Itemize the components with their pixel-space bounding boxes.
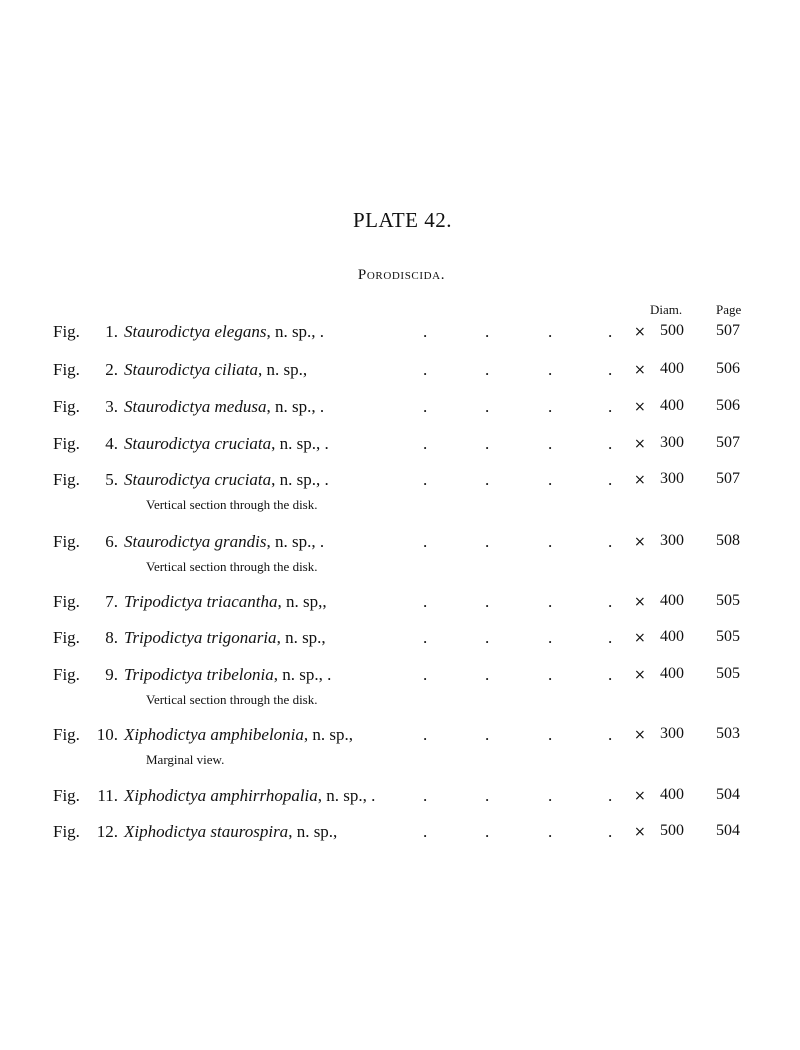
leader-dot: . [608, 665, 613, 684]
leader-dot: . [608, 532, 613, 551]
leader-dot: . [608, 397, 613, 416]
species: trigonaria [206, 628, 277, 647]
species: ciliata [214, 360, 258, 379]
species-suffix: , n. sp., [257, 360, 308, 379]
figure-row [0, 532, 800, 572]
genus: Xiphodictya [124, 725, 207, 744]
times-sign: × [634, 436, 646, 452]
leader-dot: . [423, 434, 428, 453]
genus: Tripodictya [124, 592, 203, 611]
leader-dot: . [548, 665, 553, 684]
leader-dot: . [423, 822, 428, 841]
species-suffix: , n. sp., . [266, 322, 325, 341]
species-name [124, 532, 324, 552]
genus: Tripodictya [124, 628, 203, 647]
species: elegans [214, 322, 267, 341]
fig-label: Fig. [53, 592, 80, 611]
fig-number: 5. [105, 470, 118, 489]
species-name [124, 470, 329, 490]
diameter-value: 400 [660, 665, 684, 682]
species-suffix: , n. sp., . [273, 665, 332, 684]
fig-number: 10. [96, 725, 118, 744]
species-name [124, 786, 375, 806]
species-name [124, 592, 327, 612]
leader-dot: . [548, 592, 553, 611]
fig-label: Fig. [53, 470, 80, 489]
leader-dot: . [608, 470, 613, 489]
leader-dot: . [548, 360, 553, 379]
diameter-value: 300 [660, 470, 684, 487]
column-header-diam: Diam. [650, 302, 683, 317]
times-sign: × [634, 824, 646, 840]
species: grandis [214, 532, 267, 551]
leader-dot: . [548, 628, 553, 647]
figure-row [0, 725, 800, 765]
times-sign: × [634, 324, 646, 340]
fig-label: Fig. [53, 360, 80, 379]
genus: Staurodictya [124, 397, 211, 416]
species-suffix: , n. sp., . [271, 470, 329, 489]
leader-dot: . [423, 628, 428, 647]
species: amphirrhopalia [210, 786, 318, 805]
leader-dot: . [608, 592, 613, 611]
times-sign: × [634, 534, 646, 550]
fig-number: 6. [105, 532, 118, 551]
leader-dot: . [485, 434, 490, 453]
genus: Tripodictya [124, 665, 203, 684]
fig-label: Fig. [53, 786, 80, 805]
leader-dot: . [423, 397, 428, 416]
plate-title: PLATE 42. [353, 208, 452, 232]
fig-label: Fig. [53, 434, 80, 453]
genus: Xiphodictya [124, 822, 207, 841]
diameter-value: 300 [660, 532, 684, 549]
fig-number: 4. [105, 434, 118, 453]
leader-dot: . [548, 786, 553, 805]
species-suffix: , n. sp., [303, 725, 354, 744]
leader-dot: . [423, 725, 428, 744]
leader-dot: . [485, 725, 490, 744]
figure-note: Vertical section through the disk. [146, 497, 318, 512]
genus: Staurodictya [124, 470, 211, 489]
species-name [124, 665, 331, 685]
times-sign: × [634, 594, 646, 610]
page-value: 505 [716, 592, 740, 609]
leader-dot: . [485, 822, 490, 841]
fig-number: 3. [105, 397, 118, 416]
page-value: 507 [716, 322, 740, 339]
diameter-value: 400 [660, 786, 684, 803]
fig-label: Fig. [53, 628, 80, 647]
diameter-value: 400 [660, 397, 684, 414]
leader-dot: . [423, 322, 428, 341]
species-suffix: , n. sp., . [271, 434, 329, 453]
diameter-value: 400 [660, 360, 684, 377]
leader-dot: . [423, 665, 428, 684]
species: medusa [214, 397, 267, 416]
leader-dot: . [548, 470, 553, 489]
fig-number: 12. [96, 822, 118, 841]
species-name [124, 434, 329, 454]
leader-dot: . [548, 532, 553, 551]
genus: Staurodictya [124, 322, 211, 341]
fig-number: 1. [105, 322, 118, 341]
species-suffix: , n. sp., . [266, 532, 325, 551]
diameter-value: 300 [660, 725, 684, 742]
figure-note: Vertical section through the disk. [146, 692, 318, 707]
leader-dot: . [608, 628, 613, 647]
page-value: 505 [716, 665, 740, 682]
species: staurospira [210, 822, 289, 841]
page-value: 504 [716, 786, 740, 803]
figure-row [0, 822, 800, 862]
figure-row [0, 470, 800, 510]
figure-row [0, 665, 800, 705]
leader-dot: . [485, 592, 490, 611]
species: amphibelonia [210, 725, 304, 744]
diameter-value: 300 [660, 434, 684, 451]
leader-dot: . [485, 397, 490, 416]
diameter-value: 500 [660, 322, 684, 339]
leader-dot: . [485, 322, 490, 341]
leader-dot: . [423, 786, 428, 805]
leader-dot: . [608, 360, 613, 379]
page-value: 506 [716, 397, 740, 414]
fig-label: Fig. [53, 822, 80, 841]
fig-number: 2. [105, 360, 118, 379]
fig-number: 7. [105, 592, 118, 611]
figure-row [0, 628, 800, 668]
leader-dot: . [485, 360, 490, 379]
species-name [124, 397, 324, 417]
leader-dot: . [423, 360, 428, 379]
leader-dot: . [423, 592, 428, 611]
species-name [124, 322, 324, 342]
leader-dot: . [548, 322, 553, 341]
figure-note: Vertical section through the disk. [146, 559, 318, 574]
leader-dot: . [423, 470, 428, 489]
figure-row [0, 360, 800, 400]
leader-dot: . [485, 628, 490, 647]
genus: Staurodictya [124, 532, 211, 551]
fig-number: 9. [105, 665, 118, 684]
leader-dot: . [608, 725, 613, 744]
fig-label: Fig. [53, 532, 80, 551]
figure-row [0, 397, 800, 437]
leader-dot: . [608, 434, 613, 453]
fig-label: Fig. [53, 322, 80, 341]
times-sign: × [634, 727, 646, 743]
genus: Staurodictya [124, 360, 211, 379]
leader-dot: . [485, 470, 490, 489]
species-name [124, 822, 337, 842]
times-sign: × [634, 399, 646, 415]
family-subtitle: Porodiscida. [357, 267, 446, 283]
column-header-page: Page [716, 302, 742, 317]
fig-number: 8. [105, 628, 118, 647]
genus: Xiphodictya [124, 786, 207, 805]
leader-dot: . [423, 532, 428, 551]
leader-dot: . [608, 822, 613, 841]
species: cruciata [214, 470, 272, 489]
species-suffix: , n. sp., [276, 628, 326, 647]
diameter-value: 400 [660, 628, 684, 645]
diameter-value: 400 [660, 592, 684, 609]
leader-dot: . [485, 665, 490, 684]
leader-dot: . [485, 786, 490, 805]
species-suffix: , n. sp,, [277, 592, 327, 611]
leader-dot: . [548, 397, 553, 416]
species-name [124, 360, 307, 380]
fig-label: Fig. [53, 725, 80, 744]
page-value: 507 [716, 470, 740, 487]
fig-label: Fig. [53, 397, 80, 416]
species: tribelonia [206, 665, 274, 684]
species-name [124, 725, 353, 745]
page-value: 507 [716, 434, 740, 451]
page-value: 508 [716, 532, 740, 549]
species-suffix: , n. sp., [288, 822, 338, 841]
species-name [124, 628, 326, 648]
page-value: 503 [716, 725, 740, 742]
times-sign: × [634, 472, 646, 488]
leader-dot: . [608, 322, 613, 341]
fig-number: 11. [97, 786, 118, 805]
page-value: 505 [716, 628, 740, 645]
figure-row [0, 786, 800, 826]
diameter-value: 500 [660, 822, 684, 839]
species: triacantha [206, 592, 278, 611]
leader-dot: . [548, 822, 553, 841]
fig-label: Fig. [53, 665, 80, 684]
figure-row [0, 434, 800, 474]
species: cruciata [214, 434, 272, 453]
page-value: 504 [716, 822, 740, 839]
species-suffix: , n. sp., . [266, 397, 325, 416]
species-suffix: , n. sp., . [317, 786, 376, 805]
times-sign: × [634, 630, 646, 646]
leader-dot: . [608, 786, 613, 805]
leader-dot: . [548, 725, 553, 744]
leader-dot: . [548, 434, 553, 453]
figure-row [0, 322, 800, 362]
times-sign: × [634, 667, 646, 683]
page-value: 506 [716, 360, 740, 377]
figure-row [0, 592, 800, 632]
times-sign: × [634, 788, 646, 804]
leader-dot: . [485, 532, 490, 551]
times-sign: × [634, 362, 646, 378]
figure-note: Marginal view. [146, 752, 225, 767]
genus: Staurodictya [124, 434, 211, 453]
